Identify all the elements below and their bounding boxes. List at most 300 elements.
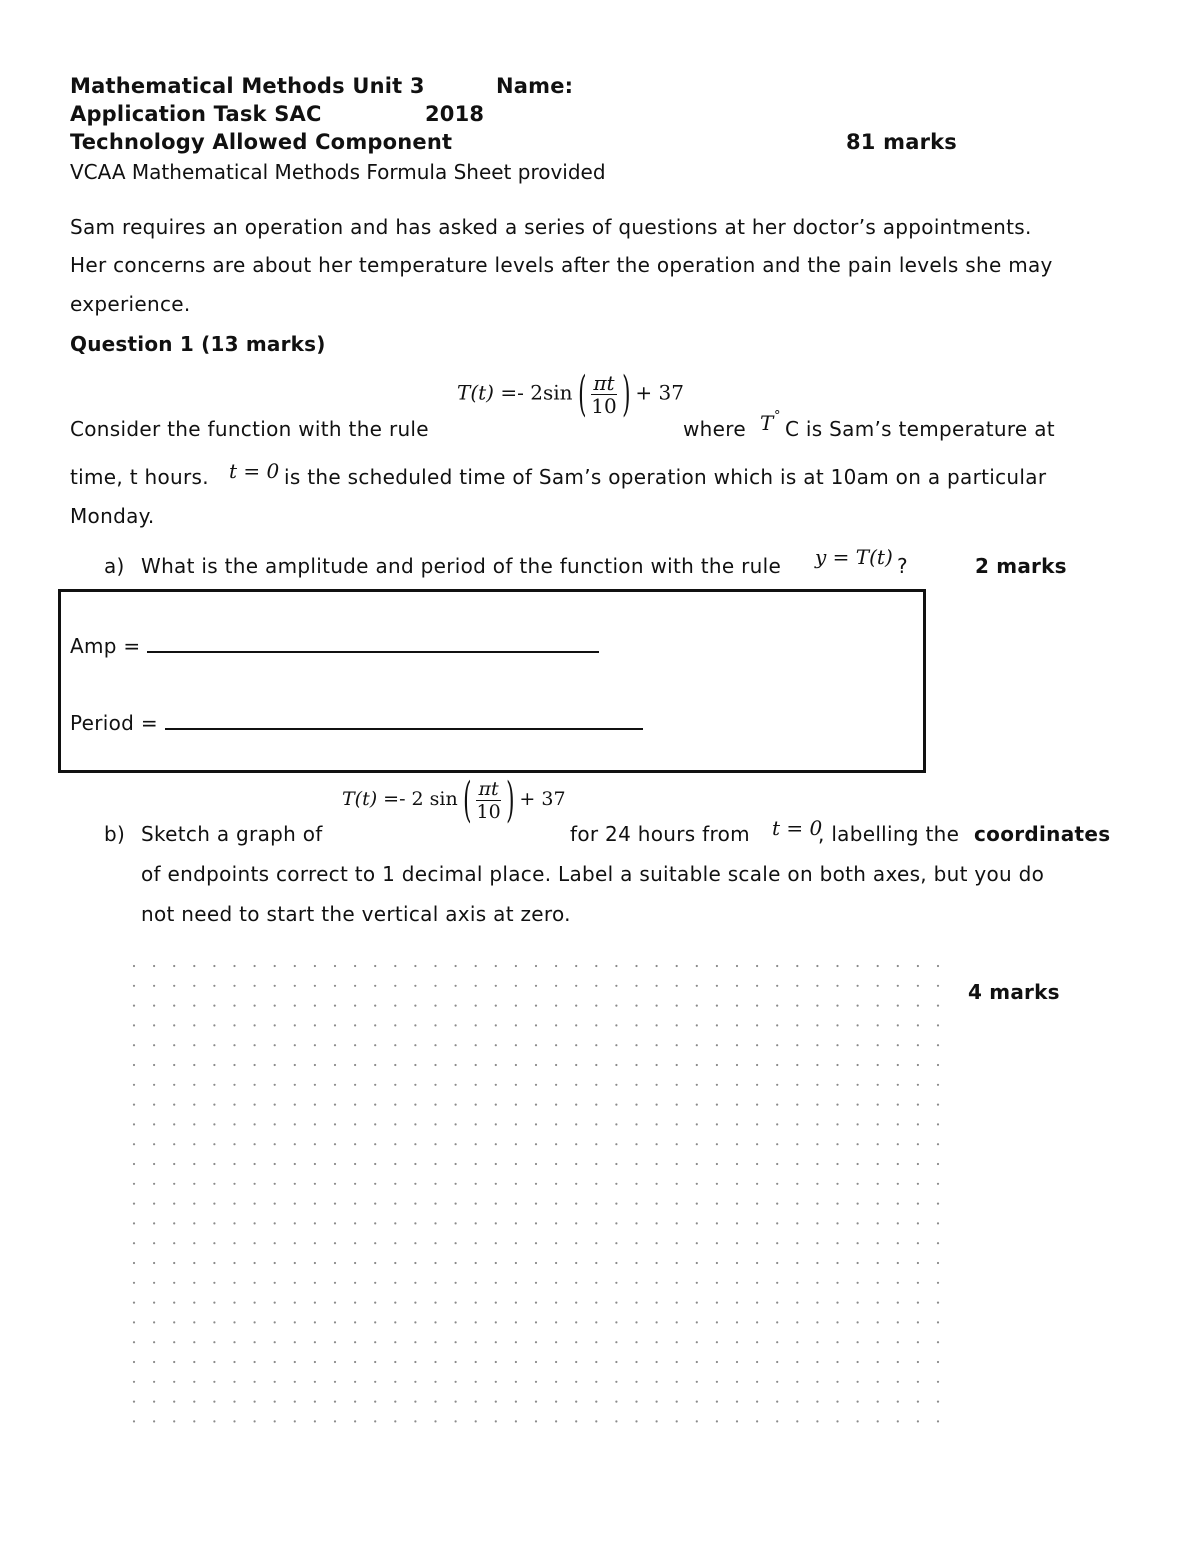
grid-dot — [515, 1262, 517, 1264]
grid-dot — [937, 1361, 939, 1363]
grid-dot — [374, 1282, 376, 1284]
grid-dot — [836, 1183, 838, 1185]
amp-answer-line[interactable] — [147, 647, 599, 653]
grid-dot — [736, 1341, 738, 1343]
grid-dot — [796, 1420, 798, 1422]
grid-dot — [233, 1242, 235, 1244]
grid-dot — [294, 1262, 296, 1264]
grid-dot — [796, 1183, 798, 1185]
grid-dot — [515, 1282, 517, 1284]
task-title: Application Task SAC — [70, 102, 322, 126]
grid-dot — [434, 1262, 436, 1264]
grid-dot — [173, 1024, 175, 1026]
grid-dot — [334, 1064, 336, 1066]
grid-dot — [575, 1302, 577, 1304]
grid-dot — [274, 1203, 276, 1205]
grid-dot — [635, 1163, 637, 1165]
dot-grid-sketch-area[interactable] — [128, 962, 944, 1442]
grid-dot — [254, 1262, 256, 1264]
grid-dot — [133, 1361, 135, 1363]
grid-dot — [676, 1420, 678, 1422]
grid-dot — [374, 1381, 376, 1383]
grid-dot — [133, 1222, 135, 1224]
grid-dot — [254, 1420, 256, 1422]
grid-dot — [615, 985, 617, 987]
grid-dot — [193, 985, 195, 987]
q1-line2-prefix: time, t hours. — [70, 465, 209, 489]
degree-symbol: ° — [774, 409, 781, 424]
grid-dot — [937, 1222, 939, 1224]
grid-dot — [495, 1420, 497, 1422]
grid-dot — [354, 1123, 356, 1125]
grid-dot — [434, 1302, 436, 1304]
grid-dot — [455, 1381, 457, 1383]
grid-dot — [414, 1084, 416, 1086]
grid-dot — [716, 1183, 718, 1185]
grid-dot — [254, 1321, 256, 1323]
grid-dot — [575, 1321, 577, 1323]
grid-dot — [857, 985, 859, 987]
grid-dot — [857, 1282, 859, 1284]
grid-dot — [575, 1222, 577, 1224]
grid-dot — [816, 1420, 818, 1422]
grid-dot — [816, 1381, 818, 1383]
grid-dot — [836, 1302, 838, 1304]
grid-dot — [937, 1401, 939, 1403]
grid-dot — [897, 1341, 899, 1343]
grid-dot — [575, 985, 577, 987]
grid-dot — [274, 1321, 276, 1323]
grid-dot — [937, 1282, 939, 1284]
grid-dot — [455, 1361, 457, 1363]
grid-dot — [656, 1143, 658, 1145]
grid-dot — [857, 1123, 859, 1125]
grid-dot — [635, 1321, 637, 1323]
grid-dot — [515, 1163, 517, 1165]
grid-dot — [716, 1242, 718, 1244]
grid-dot — [857, 1084, 859, 1086]
grid-dot — [334, 1242, 336, 1244]
grid-dot — [756, 1143, 758, 1145]
q1b-formula-lhs: T(t) = — [342, 788, 400, 810]
grid-dot — [434, 1163, 436, 1165]
grid-dot — [736, 1044, 738, 1046]
grid-dot — [615, 965, 617, 967]
grid-dot — [294, 1242, 296, 1244]
grid-dot — [796, 1262, 798, 1264]
grid-dot — [173, 1262, 175, 1264]
grid-dot — [535, 1222, 537, 1224]
grid-dot — [696, 965, 698, 967]
grid-dot — [656, 1163, 658, 1165]
grid-dot — [937, 1024, 939, 1026]
grid-dot — [475, 1302, 477, 1304]
grid-dot — [656, 1044, 658, 1046]
grid-dot — [897, 1024, 899, 1026]
grid-dot — [193, 1024, 195, 1026]
grid-dot — [635, 1420, 637, 1422]
grid-dot — [455, 1183, 457, 1185]
grid-dot — [595, 1104, 597, 1106]
grid-dot — [475, 1401, 477, 1403]
grid-dot — [455, 1143, 457, 1145]
grid-dot — [254, 1302, 256, 1304]
grid-dot — [455, 965, 457, 967]
grid-dot — [133, 1282, 135, 1284]
grid-dot — [434, 1222, 436, 1224]
grid-dot — [213, 1222, 215, 1224]
grid-dot — [575, 1262, 577, 1264]
grid-dot — [816, 1321, 818, 1323]
grid-dot — [394, 1163, 396, 1165]
grid-dot — [575, 1143, 577, 1145]
grid-dot — [595, 1044, 597, 1046]
grid-dot — [153, 1104, 155, 1106]
grid-dot — [133, 1005, 135, 1007]
grid-dot — [776, 1123, 778, 1125]
grid-dot — [836, 1381, 838, 1383]
grid-dot — [213, 1104, 215, 1106]
grid-dot — [173, 1183, 175, 1185]
grid-dot — [434, 1401, 436, 1403]
grid-dot — [635, 965, 637, 967]
grid-dot — [294, 1163, 296, 1165]
grid-dot — [656, 1381, 658, 1383]
grid-dot — [354, 1005, 356, 1007]
grid-dot — [374, 1084, 376, 1086]
grid-dot — [455, 1005, 457, 1007]
grid-dot — [374, 1163, 376, 1165]
grid-dot — [354, 1183, 356, 1185]
grid-dot — [173, 1302, 175, 1304]
grid-dot — [917, 1302, 919, 1304]
grid-dot — [475, 1341, 477, 1343]
grid-dot — [414, 1203, 416, 1205]
grid-dot — [434, 985, 436, 987]
grid-dot — [515, 965, 517, 967]
grid-dot — [716, 1104, 718, 1106]
grid-dot — [555, 1005, 557, 1007]
grid-dot — [193, 1401, 195, 1403]
grid-dot — [254, 1361, 256, 1363]
grid-dot — [635, 1282, 637, 1284]
answer-box[interactable] — [58, 589, 926, 773]
grid-dot — [133, 1401, 135, 1403]
grid-dot — [354, 1361, 356, 1363]
grid-dot — [796, 1104, 798, 1106]
grid-dot — [515, 1341, 517, 1343]
grid-dot — [696, 1321, 698, 1323]
grid-dot — [676, 1321, 678, 1323]
grid-dot — [615, 1163, 617, 1165]
grid-dot — [696, 1163, 698, 1165]
grid-dot — [334, 1321, 336, 1323]
grid-dot — [756, 1005, 758, 1007]
grid-dot — [173, 1084, 175, 1086]
grid-dot — [877, 1064, 879, 1066]
grid-dot — [615, 1361, 617, 1363]
grid-dot — [274, 1282, 276, 1284]
grid-dot — [716, 1302, 718, 1304]
grid-dot — [133, 965, 135, 967]
grid-dot — [374, 1143, 376, 1145]
grid-dot — [836, 1044, 838, 1046]
grid-dot — [475, 1024, 477, 1026]
grid-dot — [877, 965, 879, 967]
grid-dot — [475, 1222, 477, 1224]
grid-dot — [615, 1401, 617, 1403]
grid-dot — [374, 1321, 376, 1323]
part-a-rule: y = T(t) — [815, 545, 893, 569]
grid-dot — [414, 1381, 416, 1383]
grid-dot — [635, 1044, 637, 1046]
grid-dot — [897, 1123, 899, 1125]
grid-dot — [615, 1203, 617, 1205]
grid-dot — [475, 1163, 477, 1165]
grid-dot — [595, 1242, 597, 1244]
grid-dot — [193, 1044, 195, 1046]
grid-dot — [937, 1123, 939, 1125]
grid-dot — [133, 1123, 135, 1125]
grid-dot — [676, 1183, 678, 1185]
grid-dot — [736, 1005, 738, 1007]
grid-dot — [254, 1084, 256, 1086]
grid-dot — [776, 1381, 778, 1383]
grid-dot — [776, 1183, 778, 1185]
grid-dot — [836, 1064, 838, 1066]
grid-dot — [816, 1222, 818, 1224]
grid-dot — [455, 1104, 457, 1106]
grid-dot — [796, 1381, 798, 1383]
grid-dot — [515, 1401, 517, 1403]
grid-dot — [776, 1163, 778, 1165]
grid-dot — [836, 1361, 838, 1363]
grid-dot — [555, 1123, 557, 1125]
grid-dot — [857, 1302, 859, 1304]
grid-dot — [857, 1044, 859, 1046]
grid-dot — [233, 1104, 235, 1106]
grid-dot — [193, 1123, 195, 1125]
grid-dot — [736, 1203, 738, 1205]
grid-dot — [455, 1420, 457, 1422]
grid-dot — [394, 1183, 396, 1185]
grid-dot — [595, 1302, 597, 1304]
grid-dot — [535, 1321, 537, 1323]
grid-dot — [455, 985, 457, 987]
grid-dot — [314, 1222, 316, 1224]
grid-dot — [213, 1321, 215, 1323]
q1b-numerator: πt — [476, 778, 500, 801]
grid-dot — [153, 965, 155, 967]
grid-dot — [434, 1044, 436, 1046]
grid-dot — [595, 1163, 597, 1165]
grid-dot — [414, 1361, 416, 1363]
grid-dot — [173, 1005, 175, 1007]
grid-dot — [314, 1163, 316, 1165]
grid-dot — [414, 1341, 416, 1343]
grid-dot — [696, 1104, 698, 1106]
grid-dot — [455, 1222, 457, 1224]
grid-dot — [776, 1104, 778, 1106]
grid-dot — [776, 1361, 778, 1363]
grid-dot — [877, 1282, 879, 1284]
grid-dot — [676, 1222, 678, 1224]
grid-dot — [816, 1104, 818, 1106]
grid-dot — [897, 1143, 899, 1145]
grid-dot — [314, 1005, 316, 1007]
grid-dot — [414, 1282, 416, 1284]
grid-dot — [274, 1163, 276, 1165]
grid-dot — [515, 1420, 517, 1422]
grid-dot — [173, 1064, 175, 1066]
amp-label: Amp = — [70, 634, 141, 658]
grid-dot — [816, 1341, 818, 1343]
grid-dot — [475, 1183, 477, 1185]
grid-dot — [193, 1242, 195, 1244]
q1b-formula — [342, 772, 566, 828]
grid-dot — [334, 1381, 336, 1383]
grid-dot — [656, 1341, 658, 1343]
grid-dot — [776, 1024, 778, 1026]
grid-dot — [434, 1282, 436, 1284]
grid-dot — [414, 1262, 416, 1264]
grid-dot — [153, 1024, 155, 1026]
grid-dot — [434, 1104, 436, 1106]
grid-dot — [615, 1242, 617, 1244]
grid-dot — [334, 1104, 336, 1106]
grid-dot — [917, 1321, 919, 1323]
grid-dot — [274, 1262, 276, 1264]
grid-dot — [857, 1143, 859, 1145]
grid-dot — [796, 1203, 798, 1205]
grid-dot — [173, 1222, 175, 1224]
grid-dot — [314, 1104, 316, 1106]
part-a-question-mark: ? — [897, 554, 908, 578]
period-answer-line[interactable] — [165, 724, 643, 730]
grid-dot — [394, 1104, 396, 1106]
grid-dot — [555, 1282, 557, 1284]
grid-dot — [575, 1341, 577, 1343]
grid-dot — [414, 1401, 416, 1403]
grid-dot — [897, 1183, 899, 1185]
grid-dot — [455, 1024, 457, 1026]
part-b-text-mid: for 24 hours from — [570, 822, 750, 846]
q1-fraction — [591, 372, 616, 417]
grid-dot — [475, 1143, 477, 1145]
grid-dot — [756, 1044, 758, 1046]
grid-dot — [475, 985, 477, 987]
grid-dot — [193, 1203, 195, 1205]
grid-dot — [515, 1381, 517, 1383]
grid-dot — [595, 1401, 597, 1403]
grid-dot — [173, 1163, 175, 1165]
grid-dot — [736, 1401, 738, 1403]
grid-dot — [213, 1044, 215, 1046]
grid-dot — [676, 1084, 678, 1086]
grid-dot — [736, 1104, 738, 1106]
grid-dot — [756, 1084, 758, 1086]
grid-dot — [274, 1420, 276, 1422]
grid-dot — [254, 1024, 256, 1026]
grid-dot — [254, 1341, 256, 1343]
grid-dot — [193, 1341, 195, 1343]
grid-dot — [213, 985, 215, 987]
grid-dot — [676, 1044, 678, 1046]
grid-dot — [836, 985, 838, 987]
grid-dot — [354, 1401, 356, 1403]
grid-dot — [354, 1044, 356, 1046]
grid-dot — [455, 1341, 457, 1343]
grid-dot — [857, 1341, 859, 1343]
grid-dot — [394, 1024, 396, 1026]
grid-dot — [535, 1401, 537, 1403]
grid-dot — [615, 1104, 617, 1106]
grid-dot — [816, 1242, 818, 1244]
grid-dot — [414, 1024, 416, 1026]
grid-dot — [334, 1302, 336, 1304]
grid-dot — [836, 1341, 838, 1343]
grid-dot — [595, 1282, 597, 1284]
grid-dot — [173, 1123, 175, 1125]
grid-dot — [736, 1262, 738, 1264]
part-a-label: a) — [104, 554, 125, 578]
grid-dot — [857, 1361, 859, 1363]
grid-dot — [917, 1282, 919, 1284]
grid-dot — [857, 1381, 859, 1383]
grid-dot — [595, 1361, 597, 1363]
grid-dot — [394, 1222, 396, 1224]
grid-dot — [796, 1282, 798, 1284]
grid-dot — [756, 1203, 758, 1205]
grid-dot — [193, 1222, 195, 1224]
grid-dot — [656, 1282, 658, 1284]
grid-dot — [173, 1341, 175, 1343]
grid-dot — [294, 1044, 296, 1046]
grid-dot — [254, 985, 256, 987]
grid-dot — [615, 1084, 617, 1086]
grid-dot — [193, 1361, 195, 1363]
grid-dot — [937, 1420, 939, 1422]
grid-dot — [233, 1341, 235, 1343]
grid-dot — [294, 1282, 296, 1284]
grid-dot — [495, 1302, 497, 1304]
grid-dot — [495, 965, 497, 967]
grid-dot — [696, 1381, 698, 1383]
grid-dot — [475, 1242, 477, 1244]
part-a-marks: 2 marks — [975, 554, 1067, 578]
grid-dot — [736, 965, 738, 967]
task-year: 2018 — [425, 102, 485, 126]
grid-dot — [756, 1222, 758, 1224]
grid-dot — [213, 1143, 215, 1145]
grid-dot — [816, 1282, 818, 1284]
grid-dot — [354, 1341, 356, 1343]
grid-dot — [354, 1381, 356, 1383]
grid-dot — [796, 1222, 798, 1224]
grid-dot — [535, 1143, 537, 1145]
grid-dot — [193, 1420, 195, 1422]
grid-dot — [816, 985, 818, 987]
grid-dot — [897, 1361, 899, 1363]
grid-dot — [736, 1222, 738, 1224]
grid-dot — [836, 1262, 838, 1264]
q1-numerator: πt — [591, 372, 616, 395]
q1-formula-lhs: T(t) = — [457, 380, 518, 405]
grid-dot — [495, 1341, 497, 1343]
grid-dot — [917, 1123, 919, 1125]
grid-dot — [133, 1183, 135, 1185]
grid-dot — [857, 1183, 859, 1185]
